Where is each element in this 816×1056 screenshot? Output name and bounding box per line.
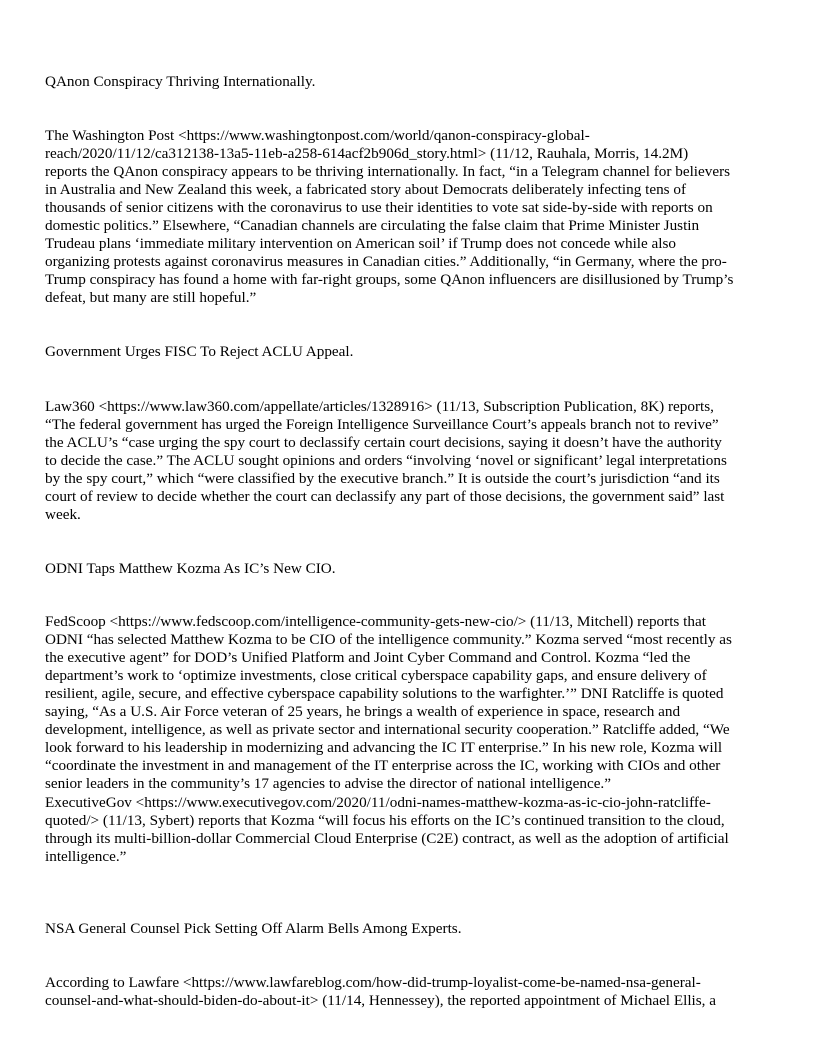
- text-line: domestic politics.” Elsewhere, “Canadian channels are circulating the false claim that Prime Minister Justin: [45, 217, 700, 234]
- text-line: The Washington Post <https://www.washingtonpost.com/world/qanon-conspiracy-global-: [45, 127, 590, 144]
- text-line: FedScoop <https://www.fedscoop.com/intelligence-community-gets-new-cio/> (11/13, Mitchell) reports that: [45, 613, 706, 630]
- text-line: intelligence.”: [45, 848, 127, 865]
- text-line: resilient, agile, secure, and effective cyberspace capability solutions to the warfighter.’” DNI Ratcliffe is quoted: [45, 685, 724, 702]
- article-paragraph: [45, 127, 775, 307]
- text-line: thousands of senior citizens with the coronavirus to use their identities to vote sat side-by-side with reports on: [45, 199, 713, 216]
- article-headline: NSA General Counsel Pick Setting Off Alarm Bells Among Experts.: [45, 920, 462, 937]
- article-headline: QAnon Conspiracy Thriving Internationally.: [45, 73, 316, 90]
- text-line: to decide the case.” The ACLU sought opinions and orders “involving ‘novel or significant’ legal interpretations: [45, 452, 727, 469]
- text-line: saying, “As a U.S. Air Force veteran of 25 years, he brings a wealth of experience in space, research and: [45, 703, 681, 720]
- article-paragraph: [45, 398, 775, 524]
- article-headline: ODNI Taps Matthew Kozma As IC’s New CIO.: [45, 560, 336, 577]
- text-line: Trump conspiracy has found a home with far-right groups, some QAnon influencers are disillusioned by Trump’s: [45, 271, 734, 288]
- text-line: reach/2020/11/12/ca312138-13a5-11eb-a258-614acf2b906d_story.html> (11/12, Rauhala, Morris, 14.2M): [45, 145, 689, 162]
- text-line: department’s work to ‘optimize investments, close critical cyberspace capability gaps, and ensure delivery of: [45, 667, 707, 684]
- text-line: According to Lawfare <https://www.lawfareblog.com/how-did-trump-loyalist-come-be-named-nsa-general-: [45, 974, 701, 991]
- text-line: look forward to his leadership in modernizing and advancing the IC IT enterprise.” In his new role, Kozma will: [45, 739, 723, 756]
- text-line: development, intelligence, as well as private sector and international security cooperation.” Ratcliffe added, “We: [45, 721, 730, 738]
- text-line: ODNI “has selected Matthew Kozma to be CIO of the intelligence community.” Kozma served “most recently as: [45, 631, 732, 648]
- text-line: the ACLU’s “case urging the spy court to declassify certain court decisions, saying it doesn’t have the authority: [45, 434, 722, 451]
- text-line: reports the QAnon conspiracy appears to be thriving internationally. In fact, “in a Telegram channel for believers: [45, 163, 731, 180]
- text-line: ExecutiveGov <https://www.executivegov.com/2020/11/odni-names-matthew-kozma-as-ic-cio-john-ratcliffe-: [45, 794, 711, 811]
- text-line: quoted/> (11/13, Sybert) reports that Kozma “will focus his efforts on the IC’s continued transition to the cloud,: [45, 812, 725, 829]
- article-headline: Government Urges FISC To Reject ACLU Appeal.: [45, 343, 354, 360]
- text-line: court of review to decide whether the court can declassify any part of those decisions, the government said” last: [45, 488, 725, 505]
- text-line: defeat, but many are still hopeful.”: [45, 289, 257, 306]
- article-paragraph: [45, 794, 775, 866]
- text-line: Law360 <https://www.law360.com/appellate/articles/1328916> (11/13, Subscription Publication, 8K) reports,: [45, 398, 714, 415]
- text-line: through its multi-billion-dollar Commercial Cloud Enterprise (C2E) contract, as well as the adoption of artificial: [45, 830, 729, 847]
- text-line: the executive agent” for DOD’s Unified Platform and Joint Cyber Command and Control. Kozma “led the: [45, 649, 691, 666]
- article-paragraph: [45, 613, 775, 793]
- text-line: senior leaders in the community’s 17 agencies to advise the director of national intelligence.”: [45, 775, 611, 792]
- text-line: week.: [45, 506, 81, 523]
- text-line: “The federal government has urged the Foreign Intelligence Surveillance Court’s appeals branch not to revive”: [45, 416, 719, 433]
- text-line: by the spy court,” which “were classified by the executive branch.” It is outside the court’s jurisdiction “and its: [45, 470, 720, 487]
- text-line: Trudeau plans ‘immediate military intervention on American soil’ if Trump does not concede while also: [45, 235, 677, 252]
- article-paragraph: [45, 974, 775, 1010]
- text-line: “coordinate the investment in and management of the IT enterprise across the IC, working with CIOs and other: [45, 757, 721, 774]
- text-line: in Australia and New Zealand this week, a fabricated story about Democrats deliberately infecting tens of: [45, 181, 687, 198]
- text-line: organizing protests against coronavirus measures in Canadian cities.” Additionally, “in Germany, where the pro-: [45, 253, 727, 270]
- text-line: counsel-and-what-should-biden-do-about-it> (11/14, Hennessey), the reported appointment of Michael Ellis, a: [45, 992, 717, 1009]
